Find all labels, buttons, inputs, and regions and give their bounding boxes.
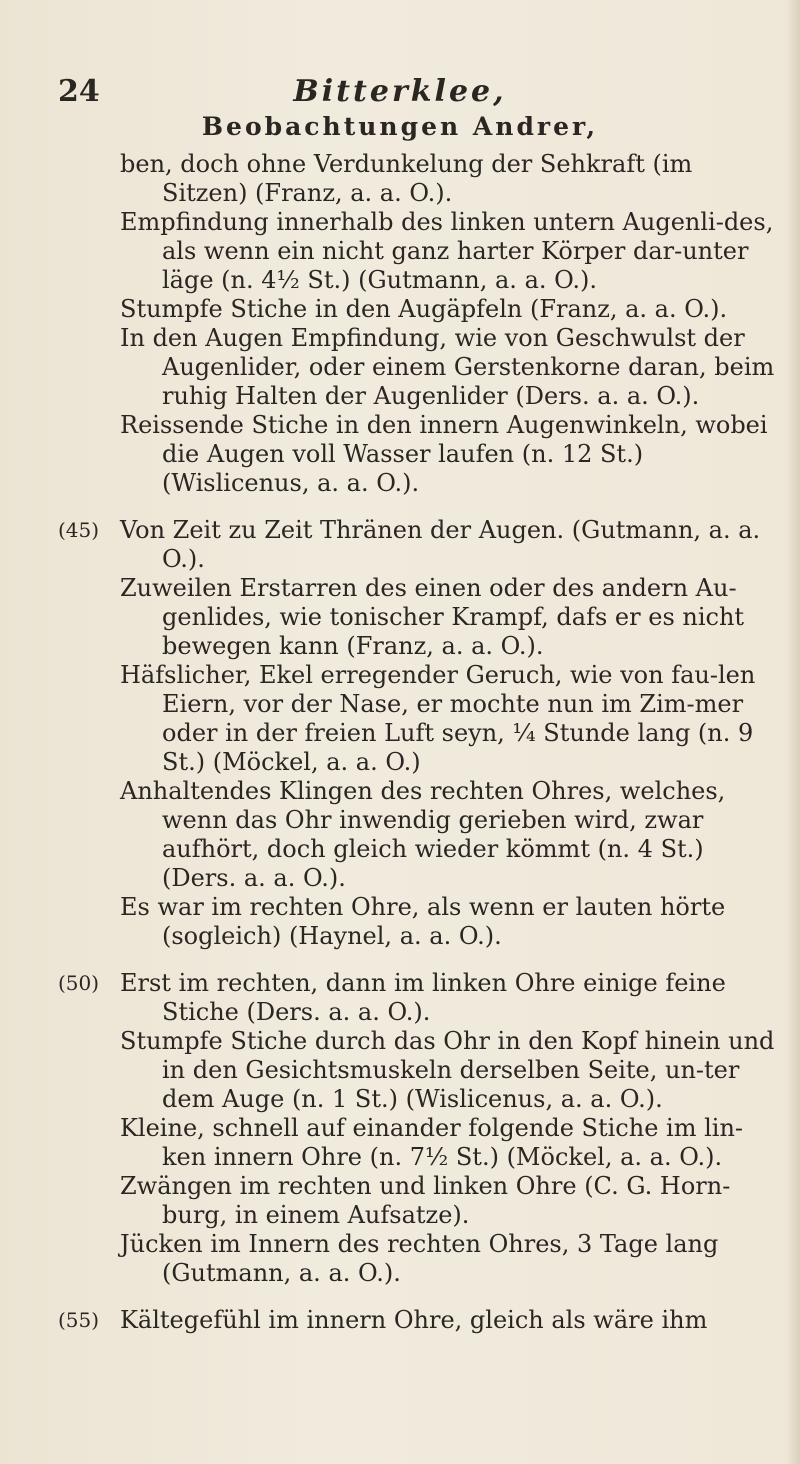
symptom-entry: Es war im rechten Ohre, als wenn er lauten hörte (sogleich) (Haynel, a. a. O.). bbox=[120, 893, 726, 950]
running-title: Bitterklee, bbox=[293, 74, 507, 109]
symptom-entry: Häfslicher, Ekel erregender Geruch, wie von fau-len Eiern, vor der Nase, er mochte nun im Zim-mer oder in der freien Luft seyn, ¼ Stunde lang (n. 9 St.) (Möckel, a. a. O.) bbox=[120, 661, 756, 776]
body-text bbox=[58, 150, 780, 1335]
symptom-entry: Stumpfe Stiche durch das Ohr in den Kopf hinein und in den Gesichtsmuskeln derselben Seite, un-ter dem Auge (n. 1 St.) (Wislicenus, a. a. O.). bbox=[120, 1027, 775, 1113]
symptom-entry: Jücken im Innern des rechten Ohres, 3 Tage lang (Gutmann, a. a. O.). bbox=[120, 1230, 719, 1287]
symptom-entry: ben, doch ohne Verdunkelung der Sehkraft (im Sitzen) (Franz, a. a. O.). bbox=[120, 150, 693, 207]
symptom-entry: Stumpfe Stiche in den Augäpfeln (Franz, a. a. O.). bbox=[120, 295, 728, 323]
symptom-entry: Reissende Stiche in den innern Augenwinkeln, wobei die Augen voll Wasser laufen (n. 12 St.) (Wislicenus, a. a. O.). bbox=[120, 411, 768, 497]
symptom-entry: Zwängen im rechten und linken Ohre (C. G. Horn-burg, in einem Aufsatze). bbox=[120, 1172, 731, 1229]
symptom-entry: (55) Kältegefühl im innern Ohre, gleich als wäre ihm bbox=[58, 1306, 708, 1334]
line-number: (45) bbox=[58, 518, 100, 542]
symptom-entry: Zuweilen Erstarren des einen oder des andern Au-genlides, wie tonischer Krampf, dafs er es nicht bewegen kann (Franz, a. a. O.). bbox=[120, 574, 745, 660]
symptom-entry: Anhaltendes Klingen des rechten Ohres, welches, wenn das Ohr inwendig gerieben wird, zwar aufhört, doch gleich wieder kömmt (n. 4 St.) (Ders. a. a. O.). bbox=[120, 777, 726, 892]
page-edge-shadow bbox=[786, 0, 800, 1464]
symptom-block bbox=[58, 1306, 780, 1335]
page-number: 24 bbox=[58, 74, 100, 109]
symptom-block bbox=[58, 516, 780, 951]
section-title: Beobachtungen Andrer, bbox=[201, 112, 599, 141]
symptom-block bbox=[58, 969, 780, 1288]
symptom-entry: In den Augen Empfindung, wie von Geschwulst der Augenlider, oder einem Gerstenkorne daran, beim ruhig Halten der Augenlider (Ders. a. a. O.). bbox=[120, 324, 775, 410]
symptom-entry: (45) Von Zeit zu Zeit Thränen der Augen. (Gutmann, a. a. O.). bbox=[58, 516, 761, 573]
page-header bbox=[0, 74, 800, 114]
symptom-entry: Empfindung innerhalb des linken untern Augenli-des, als wenn ein nicht ganz harter Körper dar-unter läge (n. 4½ St.) (Gutmann, a. a. O.). bbox=[120, 208, 774, 294]
symptom-entry: (50) Erst im rechten, dann im linken Ohre einige feine Stiche (Ders. a. a. O.). bbox=[58, 969, 726, 1026]
line-number: (50) bbox=[58, 971, 100, 995]
symptom-block bbox=[120, 150, 780, 498]
symptom-entry: Kleine, schnell auf einander folgende Stiche im lin-ken innern Ohre (n. 7½ St.) (Möckel, a. a. O.). bbox=[120, 1114, 744, 1171]
line-number: (55) bbox=[58, 1308, 100, 1332]
